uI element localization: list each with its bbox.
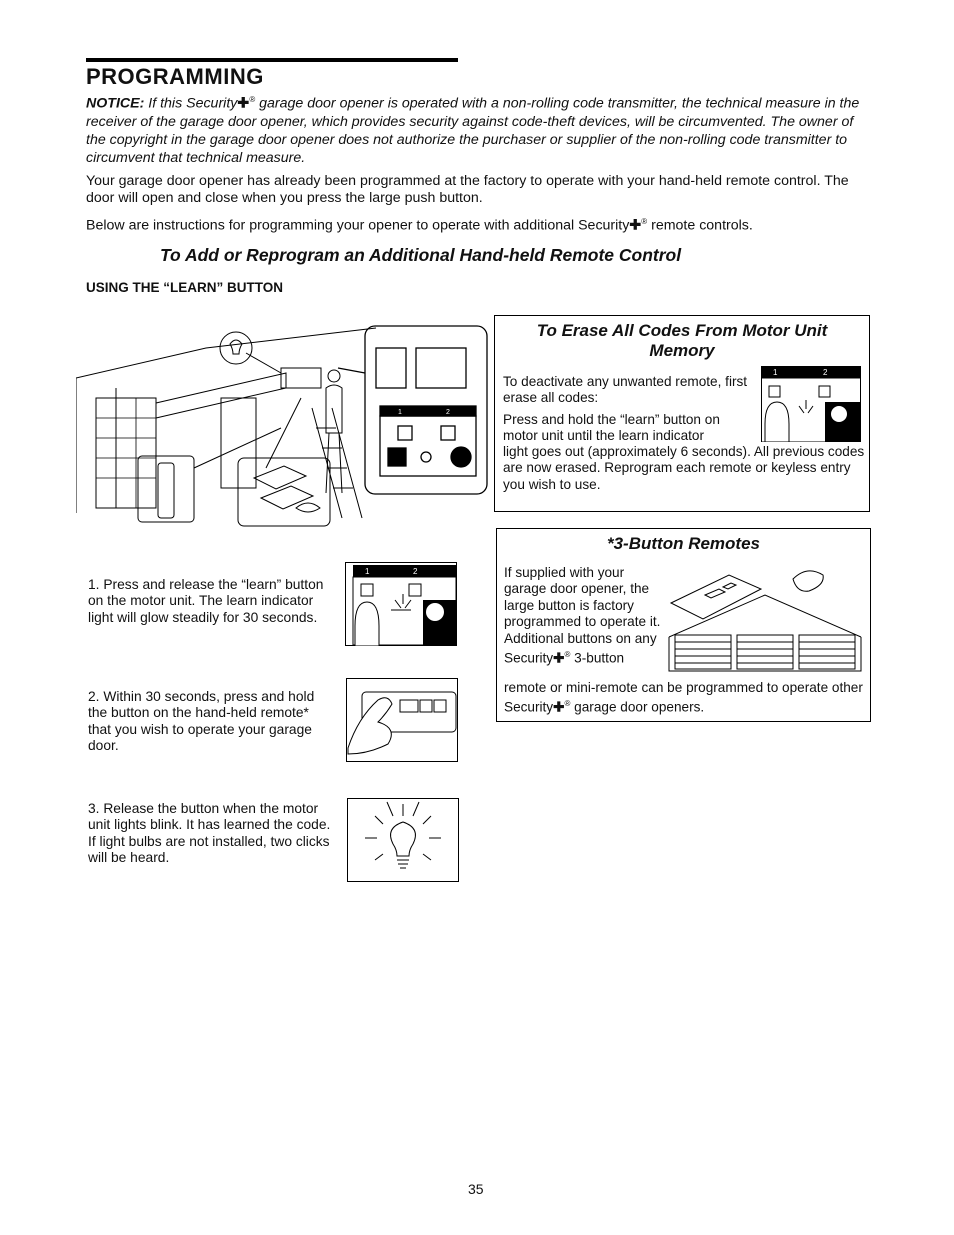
erase-codes-box [494, 315, 870, 512]
security-plus-icon: ✚ [553, 699, 565, 715]
panel-label-2: 2 [446, 409, 450, 416]
erase-panel-image [761, 366, 861, 442]
three-button-remotes-box [496, 528, 871, 722]
garage-remotes-image [665, 567, 865, 675]
section-heading: To Add or Reprogram an Additional Hand-held Remote Control [160, 245, 682, 265]
notice-label: NOTICE: [86, 95, 145, 112]
security-plus-icon: ✚ [553, 650, 565, 666]
title-rule [86, 58, 458, 62]
erase-box-title: To Erase All Codes From Motor Unit Memory [536, 321, 828, 360]
step-1-text: 1. Press and release the “learn” button on the motor unit. The learn indicator light will glow steadily for 30 seconds. [88, 577, 324, 625]
panel-label-1: 1 [365, 567, 370, 576]
learn-button-panel-image [345, 562, 457, 646]
step-2-text: 2. Within 30 seconds, press and hold the button on the hand-held remote* that you wish to operate your garage door. [88, 689, 315, 754]
panel-label-2: 2 [823, 368, 828, 377]
garage-illustration [76, 318, 488, 528]
panel-label-1: 1 [773, 368, 778, 377]
page-number: 35 [468, 1181, 484, 1197]
three-button-box-title: *3-Button Remotes [606, 534, 760, 553]
security-plus-icon: ✚ [629, 217, 642, 234]
additional-remotes-paragraph: Below are instructions for programming your opener to operate with additional Security✚® remote controls. [86, 217, 753, 234]
learn-button-subheading: USING THE “LEARN” BUTTON [86, 280, 284, 295]
intro-paragraph: Your garage door opener has already been programmed at the factory to operate with your hand-held remote control. The door will open and close when you press the large push button. [86, 173, 849, 206]
three-button-text-1: If supplied with your garage door opener, the large button is factory programmed to operate it. Additional buttons on any Security✚® 3-button [504, 565, 661, 666]
erase-box-paragraph-2a: Press and hold the “learn” button on motor unit until the learn indicator [503, 412, 720, 444]
press-remote-image [346, 678, 458, 762]
step-3-text: 3. Release the button when the motor unit lights blink. It has learned the code. If light bulbs are not installed, two clicks will be heard. [88, 801, 331, 866]
panel-label-1: 1 [398, 409, 402, 416]
three-button-text-2: remote or mini-remote can be programmed to operate other Security✚® garage door openers. [504, 680, 863, 715]
notice-paragraph: NOTICE: If this Security✚® garage door opener is operated with a non-rolling code transmitter, the technical measure in the receiver of the garage door opener, which provides security against code-theft devices, will be circumvented. The owner of the copyright in the garage door opener does not authorize the purchaser or supplier of the non-rolling code transmitter to circumvent that technical measure. [86, 95, 860, 166]
erase-box-paragraph-2b: light goes out (approximately 6 seconds). All previous codes are now erased. Reprogram each remote or keyless entry you wish to use. [503, 444, 865, 492]
light-bulb-image [347, 798, 459, 882]
security-plus-icon: ✚ [237, 95, 250, 112]
page-title: PROGRAMMING [86, 64, 264, 89]
panel-label-2: 2 [413, 567, 418, 576]
erase-box-paragraph-1: To deactivate any unwanted remote, first erase all codes: [503, 374, 748, 406]
